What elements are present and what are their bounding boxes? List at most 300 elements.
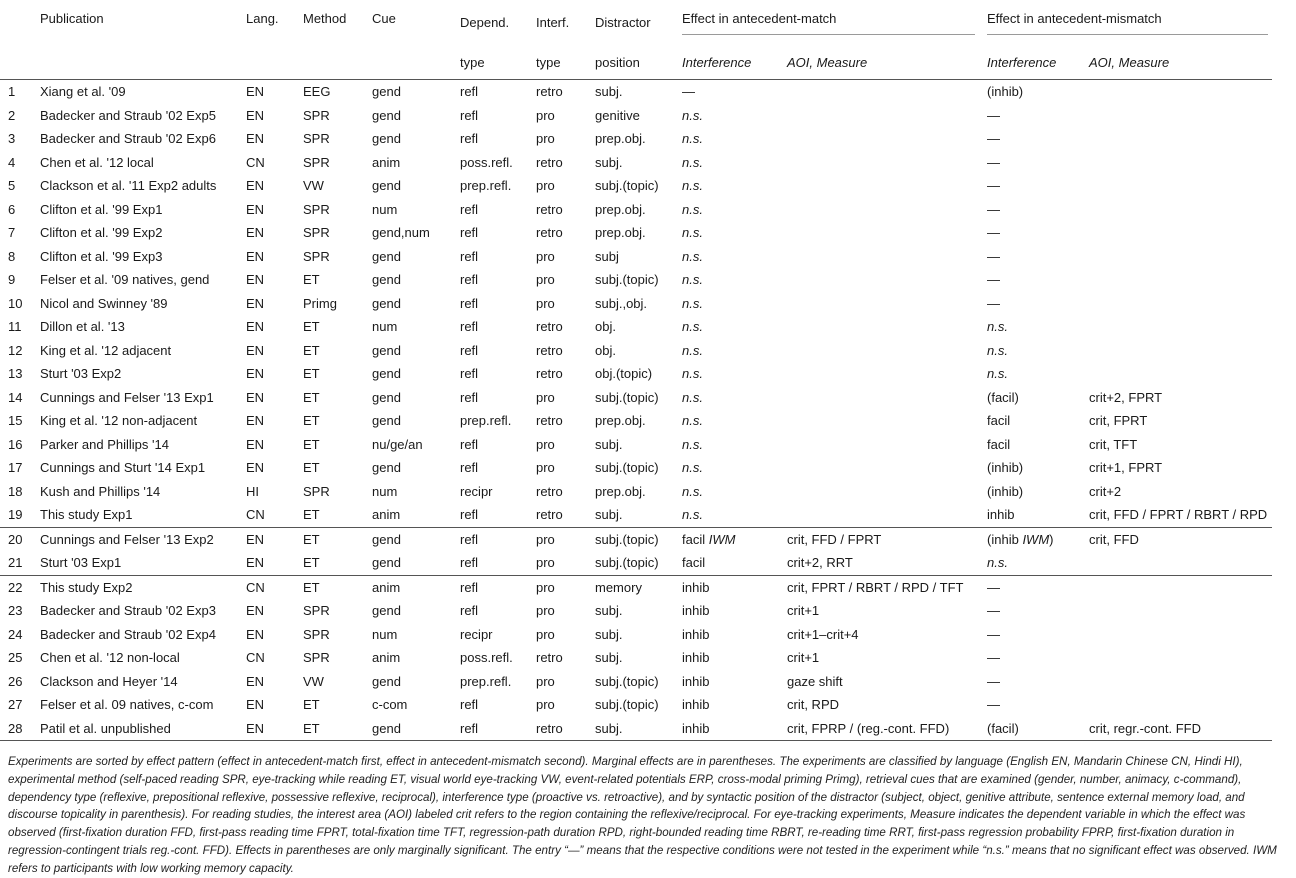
- col-number: [0, 0, 32, 45]
- table-row: [0, 503, 1272, 527]
- publication-cell: Cunnings and Felser '13 Exp1: [40, 389, 214, 405]
- dependency-type-cell: refl: [460, 697, 479, 713]
- match-aoi-measure-cell: [779, 221, 979, 245]
- method-cell: SPR: [303, 650, 330, 666]
- col-depend-bottom: type: [460, 54, 485, 70]
- match-aoi-measure-cell: [779, 198, 979, 222]
- mismatch-interference-cell: —: [987, 650, 1001, 666]
- col-interf-top: Interf.: [536, 15, 570, 30]
- table-body: [0, 80, 1272, 741]
- language-cell: CN: [246, 154, 265, 170]
- method-cell: ET: [303, 319, 320, 335]
- cue-cell: gend: [364, 80, 452, 104]
- mismatch-interference-cell: (inhib IWM): [979, 527, 1081, 551]
- cue-cell: gend: [372, 295, 401, 311]
- mismatch-aoi-measure-cell: [1081, 151, 1272, 175]
- dependency-type-cell: refl: [452, 717, 528, 741]
- distractor-position-cell: subj.(topic): [587, 527, 674, 551]
- mismatch-interference-cell: (inhib): [987, 460, 1024, 476]
- match-aoi-measure-cell: [779, 386, 979, 410]
- table-row: [0, 198, 1272, 222]
- table-row: [0, 646, 1272, 670]
- table-row: [0, 409, 1272, 433]
- mismatch-interference-cell: facil: [987, 436, 1011, 452]
- dependency-type-cell: refl: [460, 460, 479, 476]
- mismatch-interference-cell: —: [979, 575, 1081, 599]
- match-aoi-measure-cell: crit, FPRT / RBRT / RPD / TFT: [779, 575, 979, 599]
- publication-cell: Cunnings and Felser '13 Exp2: [32, 527, 238, 551]
- table-row: [0, 386, 1272, 410]
- publication-cell: Felser et al. 09 natives, c-com: [40, 697, 214, 713]
- mismatch-interference-cell: (inhib): [987, 483, 1024, 499]
- distractor-position-cell: obj.: [595, 342, 616, 358]
- match-aoi-measure-cell: [779, 174, 979, 198]
- cue-cell: gend: [372, 248, 401, 264]
- row-number-cell: 7: [8, 225, 16, 241]
- dependency-type-cell: prep.refl.: [460, 178, 512, 194]
- match-aoi-measure-cell: [779, 480, 979, 504]
- dependency-type-cell: poss.refl.: [460, 650, 513, 666]
- mismatch-aoi-measure-cell: [1081, 80, 1272, 104]
- interference-type-cell: pro: [536, 436, 555, 452]
- mismatch-interference-cell: —: [987, 603, 1001, 619]
- publication-cell: Badecker and Straub '02 Exp5: [40, 107, 216, 123]
- match-interference-cell: n.s.: [682, 460, 703, 476]
- group-antecedent-mismatch: [979, 0, 1272, 45]
- interference-type-cell: pro: [528, 575, 587, 599]
- interference-type-cell: retro: [536, 342, 563, 358]
- mismatch-interference-cell: (facil): [979, 717, 1081, 741]
- match-interference-cell: n.s.: [682, 272, 703, 288]
- match-interference-cell: n.s.: [682, 248, 703, 264]
- cue-cell: num: [372, 319, 398, 335]
- table-row: [0, 599, 1272, 623]
- interference-type-cell: pro: [536, 107, 555, 123]
- cue-cell: gend: [364, 527, 452, 551]
- col-match-interference: Interference: [682, 54, 752, 70]
- row-number-cell: 13: [8, 366, 23, 382]
- table-row: [0, 292, 1272, 316]
- match-interference-cell: —: [674, 80, 779, 104]
- distractor-position-cell: subj.(topic): [595, 697, 659, 713]
- interference-type-cell: retro: [536, 483, 563, 499]
- mismatch-interference-cell: —: [987, 272, 1001, 288]
- mismatch-aoi-measure-cell: [1081, 315, 1272, 339]
- interference-type-cell: pro: [536, 131, 555, 147]
- language-cell: EN: [246, 697, 265, 713]
- language-cell: EN: [246, 603, 265, 619]
- match-aoi-measure-cell: [779, 315, 979, 339]
- cue-cell: gend: [372, 413, 401, 429]
- mismatch-interference-cell: n.s.: [987, 366, 1008, 382]
- method-cell: SPR: [303, 107, 330, 123]
- mismatch-interference-cell: inhib: [987, 507, 1015, 523]
- cue-cell: gend: [372, 107, 401, 123]
- interference-type-cell: pro: [536, 603, 555, 619]
- dependency-type-cell: refl: [460, 436, 479, 452]
- distractor-position-cell: subj.(topic): [595, 272, 659, 288]
- mismatch-interference-cell: (facil): [987, 389, 1019, 405]
- interference-type-cell: retro: [536, 154, 563, 170]
- language-cell: EN: [238, 527, 295, 551]
- language-cell: EN: [246, 389, 265, 405]
- row-number-cell: 18: [8, 483, 23, 499]
- distractor-position-cell: subj.: [587, 717, 674, 741]
- cue-cell: gend: [364, 717, 452, 741]
- match-interference-cell: n.s.: [682, 107, 703, 123]
- row-number-cell: 12: [8, 342, 23, 358]
- row-number-cell: 19: [8, 507, 23, 523]
- language-cell: EN: [246, 272, 265, 288]
- match-aoi-measure-cell: [779, 151, 979, 175]
- dependency-type-cell: refl: [460, 366, 479, 382]
- row-number-cell: 1: [0, 80, 32, 104]
- mismatch-aoi-measure-cell: [1081, 104, 1272, 128]
- distractor-position-cell: subj.(topic): [595, 389, 659, 405]
- match-aoi-measure-cell: [779, 292, 979, 316]
- method-cell: ET: [303, 460, 320, 476]
- publication-cell: Badecker and Straub '02 Exp4: [40, 626, 216, 642]
- interference-type-cell: pro: [536, 626, 555, 642]
- cue-cell: anim: [372, 507, 401, 523]
- distractor-position-cell: subj.: [595, 650, 623, 666]
- table-row: [0, 670, 1272, 694]
- interference-type-cell: pro: [536, 178, 555, 194]
- interference-type-cell: retro: [536, 507, 563, 523]
- cue-cell: gend: [372, 673, 401, 689]
- mismatch-interference-cell: —: [987, 107, 1001, 123]
- interference-type-cell: pro: [528, 527, 587, 551]
- dependency-type-cell: refl: [460, 389, 479, 405]
- col-depend-top: Depend.: [460, 15, 510, 30]
- language-cell: EN: [246, 555, 265, 571]
- cue-cell: anim: [364, 575, 452, 599]
- distractor-position-cell: subj.(topic): [595, 555, 659, 571]
- language-cell: EN: [246, 436, 265, 452]
- distractor-position-cell: genitive: [595, 107, 640, 123]
- mismatch-aoi-measure-cell: [1081, 292, 1272, 316]
- match-aoi-measure-cell: crit, FPRP / (reg.-cont. FFD): [779, 717, 979, 741]
- method-cell: ET: [303, 342, 320, 358]
- cue-cell: gend: [372, 366, 401, 382]
- mismatch-aoi-measure-cell: crit+1, FPRT: [1089, 460, 1163, 476]
- cue-cell: gend: [372, 603, 401, 619]
- publication-cell: King et al. '12 adjacent: [40, 342, 172, 358]
- language-cell: EN: [246, 366, 265, 382]
- dependency-type-cell: refl: [452, 527, 528, 551]
- mismatch-aoi-measure-cell: crit+2, FPRT: [1089, 389, 1163, 405]
- distractor-position-cell: subj.: [595, 626, 623, 642]
- col-mismatch-aoi-measure: AOI, Measure: [1089, 54, 1170, 70]
- distractor-position-cell: prep.obj.: [595, 131, 646, 147]
- language-cell: EN: [246, 413, 265, 429]
- match-aoi-measure-cell: crit, RPD: [787, 697, 839, 713]
- publication-cell: Sturt '03 Exp2: [40, 366, 122, 382]
- table-caption: Experiments are sorted by effect pattern (effect in antecedent-match first, effect in antecedent-mismatch second). Marginal effects are in parentheses. The experiments are classified by language (English EN, Mandarin Chinese CN, Hindi HI), experimental method (self-paced reading SPR, eye-tracking while reading ET, visual world eye-tracking VW, event-related potentials ERP, cross-modal priming Primg), retrieval cues that are examined (gender, number, animacy, c-command), dependency type (reflexive, prepositional reflexive, possessive reflexive, reciprocal), interference type (proactive vs. retroactive), and by syntactic position of the distractor (subject, object, genitive attribute, sentence external memory load, and discourse topicality in parenthesis). For reading studies, the interest area (AOI) labeled crit refers to the region containing the reflexive/reciprocal. For eye-tracking experiments, Measure indicates the dependent variable in which the effect was observed (first-fixation duration FFD, first-pass reading time FPRT, total-fixation time TFT, regression-path duration RPD, right-bounded reading time RBRT, re-reading time RRT, first-pass regression probability FPRP, first-fixation duration in regression-contingent trials reg.-cont. FFD). Effects in parentheses are only marginally significant. The entry “—” means that the respective conditions were not tested in the experiment while “n.s.” means that no significant effect was observed. IWM refers to participants with low working memory capacity.: [8, 755, 1277, 875]
- language-cell: EN: [246, 225, 265, 241]
- mismatch-aoi-measure-cell: [1081, 623, 1272, 647]
- table-row: [0, 315, 1272, 339]
- dependency-type-cell: recipr: [460, 626, 493, 642]
- col-method: Method: [303, 11, 347, 26]
- publication-cell: Clackson et al. '11 Exp2 adults: [40, 178, 217, 194]
- table-row: [0, 127, 1272, 151]
- match-interference-cell: n.s.: [682, 225, 703, 241]
- mismatch-aoi-measure-cell: [1081, 646, 1272, 670]
- table-row: [0, 623, 1272, 647]
- language-cell: CN: [246, 650, 265, 666]
- language-cell: EN: [238, 80, 295, 104]
- dependency-type-cell: prep.refl.: [460, 413, 512, 429]
- publication-cell: Kush and Phillips '14: [40, 483, 161, 499]
- method-cell: ET: [303, 555, 320, 571]
- method-cell: ET: [295, 575, 364, 599]
- interference-type-cell: retro: [536, 201, 563, 217]
- publication-cell: Felser et al. '09 natives, gend: [40, 272, 210, 288]
- match-aoi-measure-cell: [779, 268, 979, 292]
- method-cell: SPR: [303, 154, 330, 170]
- table-row: [0, 575, 1272, 599]
- dependency-type-cell: refl: [460, 272, 479, 288]
- cue-cell: num: [372, 483, 398, 499]
- table-row: [0, 456, 1272, 480]
- table-row: [0, 151, 1272, 175]
- method-cell: SPR: [303, 603, 330, 619]
- distractor-position-cell: subj: [595, 248, 619, 264]
- method-cell: VW: [303, 178, 324, 194]
- mismatch-interference-cell: n.s.: [987, 342, 1008, 358]
- dependency-type-cell: poss.refl.: [460, 154, 513, 170]
- table-row: [0, 433, 1272, 457]
- dependency-type-cell: refl: [460, 201, 479, 217]
- col-lang-blank: [238, 45, 295, 80]
- table-header: [0, 0, 1272, 80]
- dependency-type-cell: refl: [460, 342, 479, 358]
- mismatch-aoi-measure-cell: crit, FFD: [1081, 527, 1272, 551]
- method-cell: ET: [303, 436, 320, 452]
- language-cell: EN: [246, 460, 265, 476]
- row-number-cell: 27: [8, 697, 23, 713]
- cue-cell: anim: [372, 650, 401, 666]
- mismatch-interference-cell: —: [987, 248, 1001, 264]
- distractor-position-cell: subj.: [595, 436, 623, 452]
- publication-cell: Clifton et al. '99 Exp2: [40, 225, 163, 241]
- row-number-cell: 14: [8, 389, 23, 405]
- mismatch-interference-cell: —: [987, 673, 1001, 689]
- match-interference-cell: n.s.: [682, 483, 703, 499]
- dependency-type-cell: refl: [460, 295, 479, 311]
- dependency-type-cell: refl: [452, 80, 528, 104]
- language-cell: EN: [246, 107, 265, 123]
- mismatch-aoi-measure-cell: [1081, 551, 1272, 575]
- method-cell: EEG: [295, 80, 364, 104]
- mismatch-aoi-measure-cell: crit+2: [1089, 483, 1122, 499]
- dependency-type-cell: refl: [460, 507, 479, 523]
- language-cell: EN: [246, 248, 265, 264]
- publication-cell: Clifton et al. '99 Exp3: [40, 248, 163, 264]
- mismatch-aoi-measure-cell: crit, regr.-cont. FFD: [1081, 717, 1272, 741]
- match-aoi-measure-cell: [779, 127, 979, 151]
- distractor-position-cell: obj.: [595, 319, 616, 335]
- method-cell: ET: [303, 366, 320, 382]
- mismatch-aoi-measure-cell: crit, TFT: [1089, 436, 1138, 452]
- mismatch-interference-cell: (inhib): [979, 80, 1081, 104]
- match-interference-cell: n.s.: [682, 131, 703, 147]
- method-cell: ET: [295, 527, 364, 551]
- distractor-position-cell: subj.(topic): [595, 460, 659, 476]
- table-row: [0, 527, 1272, 551]
- publication-cell: Patil et al. unpublished: [32, 717, 238, 741]
- match-interference-cell: inhib: [682, 697, 710, 713]
- language-cell: HI: [246, 483, 259, 499]
- publication-cell: Clackson and Heyer '14: [40, 673, 178, 689]
- publication-cell: Cunnings and Sturt '14 Exp1: [40, 460, 206, 476]
- publication-cell: Badecker and Straub '02 Exp6: [40, 131, 216, 147]
- match-interference-cell: inhib: [674, 575, 779, 599]
- match-interference-cell: n.s.: [682, 507, 703, 523]
- match-aoi-measure-cell: gaze shift: [787, 673, 843, 689]
- match-aoi-measure-cell: [779, 503, 979, 527]
- interference-type-cell: pro: [536, 460, 555, 476]
- match-aoi-measure-cell: crit+2, RRT: [787, 555, 853, 571]
- distractor-position-cell: prep.obj.: [595, 413, 646, 429]
- match-aoi-measure-cell: crit+1: [787, 650, 820, 666]
- language-cell: EN: [246, 131, 265, 147]
- mismatch-aoi-measure-cell: [1081, 575, 1272, 599]
- table-row: [0, 221, 1272, 245]
- method-cell: SPR: [303, 483, 330, 499]
- language-cell: EN: [238, 717, 295, 741]
- row-number-cell: 5: [8, 178, 16, 194]
- mismatch-aoi-measure-cell: [1081, 268, 1272, 292]
- dependency-type-cell: refl: [452, 575, 528, 599]
- language-cell: EN: [246, 295, 265, 311]
- col-distractor-top: Distractor: [595, 15, 651, 30]
- row-number-cell: 28: [0, 717, 32, 741]
- match-interference-cell: inhib: [682, 626, 710, 642]
- mismatch-aoi-measure-cell: [1081, 339, 1272, 363]
- row-number-cell: 17: [8, 460, 23, 476]
- publication-cell: Chen et al. '12 local: [40, 154, 154, 170]
- row-number-cell: 20: [0, 527, 32, 551]
- method-cell: ET: [303, 413, 320, 429]
- match-interference-cell: n.s.: [682, 436, 703, 452]
- cue-cell: c-com: [372, 697, 408, 713]
- mismatch-interference-cell: —: [987, 154, 1001, 170]
- row-number-cell: 6: [8, 201, 16, 217]
- match-aoi-measure-cell: crit, FFD / FPRT: [779, 527, 979, 551]
- interference-type-cell: pro: [536, 295, 555, 311]
- dependency-type-cell: refl: [460, 248, 479, 264]
- mismatch-aoi-measure-cell: crit, FPRT: [1089, 413, 1148, 429]
- table-row: [0, 480, 1272, 504]
- row-number-cell: 16: [8, 436, 23, 452]
- cue-cell: gend: [372, 131, 401, 147]
- row-number-cell: 2: [8, 107, 16, 123]
- match-aoi-measure-cell: [779, 245, 979, 269]
- cue-cell: gend: [372, 460, 401, 476]
- language-cell: CN: [246, 507, 265, 523]
- mismatch-aoi-measure-cell: [1081, 693, 1272, 717]
- col-number-blank: [0, 45, 32, 80]
- method-cell: ET: [303, 697, 320, 713]
- language-cell: EN: [246, 178, 265, 194]
- match-aoi-measure-cell: [779, 339, 979, 363]
- col-distractor-bottom: position: [595, 54, 640, 70]
- match-aoi-measure-cell: [779, 409, 979, 433]
- table-row: [0, 717, 1272, 741]
- dependency-type-cell: refl: [460, 319, 479, 335]
- table-row: [0, 693, 1272, 717]
- cue-cell: anim: [372, 154, 401, 170]
- cue-cell: num: [372, 201, 398, 217]
- interference-type-cell: retro: [528, 80, 587, 104]
- mismatch-aoi-measure-cell: [1081, 198, 1272, 222]
- mismatch-aoi-measure-cell: [1081, 599, 1272, 623]
- cue-cell: nu/ge/an: [372, 436, 423, 452]
- mismatch-aoi-measure-cell: [1081, 127, 1272, 151]
- method-cell: ET: [303, 272, 320, 288]
- cue-cell: num: [372, 626, 398, 642]
- distractor-position-cell: subj.: [587, 80, 674, 104]
- publication-cell: King et al. '12 non-adjacent: [40, 413, 198, 429]
- row-number-cell: 23: [8, 603, 23, 619]
- col-cue: Cue: [372, 11, 396, 26]
- mismatch-aoi-measure-cell: [1081, 670, 1272, 694]
- method-cell: ET: [303, 507, 320, 523]
- publication-cell: This study Exp1: [40, 507, 133, 523]
- row-number-cell: 3: [8, 131, 16, 147]
- publication-cell: Badecker and Straub '02 Exp3: [40, 603, 216, 619]
- cue-cell: gend: [372, 389, 401, 405]
- method-cell: SPR: [303, 131, 330, 147]
- distractor-position-cell: prep.obj.: [595, 225, 646, 241]
- language-cell: EN: [246, 201, 265, 217]
- match-interference-cell: n.s.: [682, 319, 703, 335]
- interference-type-cell: pro: [536, 697, 555, 713]
- method-cell: ET: [303, 389, 320, 405]
- row-number-cell: 4: [8, 154, 16, 170]
- match-interference-cell: inhib: [682, 673, 710, 689]
- language-cell: EN: [246, 319, 265, 335]
- row-number-cell: 21: [8, 555, 23, 571]
- row-number-cell: 8: [8, 248, 16, 264]
- col-interf-bottom: type: [536, 54, 561, 70]
- match-interference-cell: facil IWM: [674, 527, 779, 551]
- mismatch-aoi-measure-cell: crit, FFD / FPRT / RBRT / RPD: [1089, 507, 1268, 523]
- distractor-position-cell: subj.,obj.: [595, 295, 648, 311]
- table-row: [0, 174, 1272, 198]
- cue-cell: gend: [372, 342, 401, 358]
- method-cell: SPR: [303, 248, 330, 264]
- mismatch-interference-cell: —: [987, 626, 1001, 642]
- interference-type-cell: retro: [536, 225, 563, 241]
- method-cell: Primg: [303, 295, 337, 311]
- match-interference-cell: n.s.: [682, 366, 703, 382]
- match-aoi-measure-cell: crit+1–crit+4: [787, 626, 859, 642]
- row-number-cell: 24: [8, 626, 23, 642]
- table-row: [0, 339, 1272, 363]
- table-row: [0, 551, 1272, 575]
- method-cell: SPR: [303, 225, 330, 241]
- mismatch-interference-cell: n.s.: [987, 555, 1008, 571]
- publication-cell: Clifton et al. '99 Exp1: [40, 201, 163, 217]
- distractor-position-cell: subj.: [595, 154, 623, 170]
- mismatch-interference-cell: —: [987, 178, 1001, 194]
- mismatch-interference-cell: facil: [987, 413, 1011, 429]
- table-row: [0, 268, 1272, 292]
- col-method-blank: [295, 45, 364, 80]
